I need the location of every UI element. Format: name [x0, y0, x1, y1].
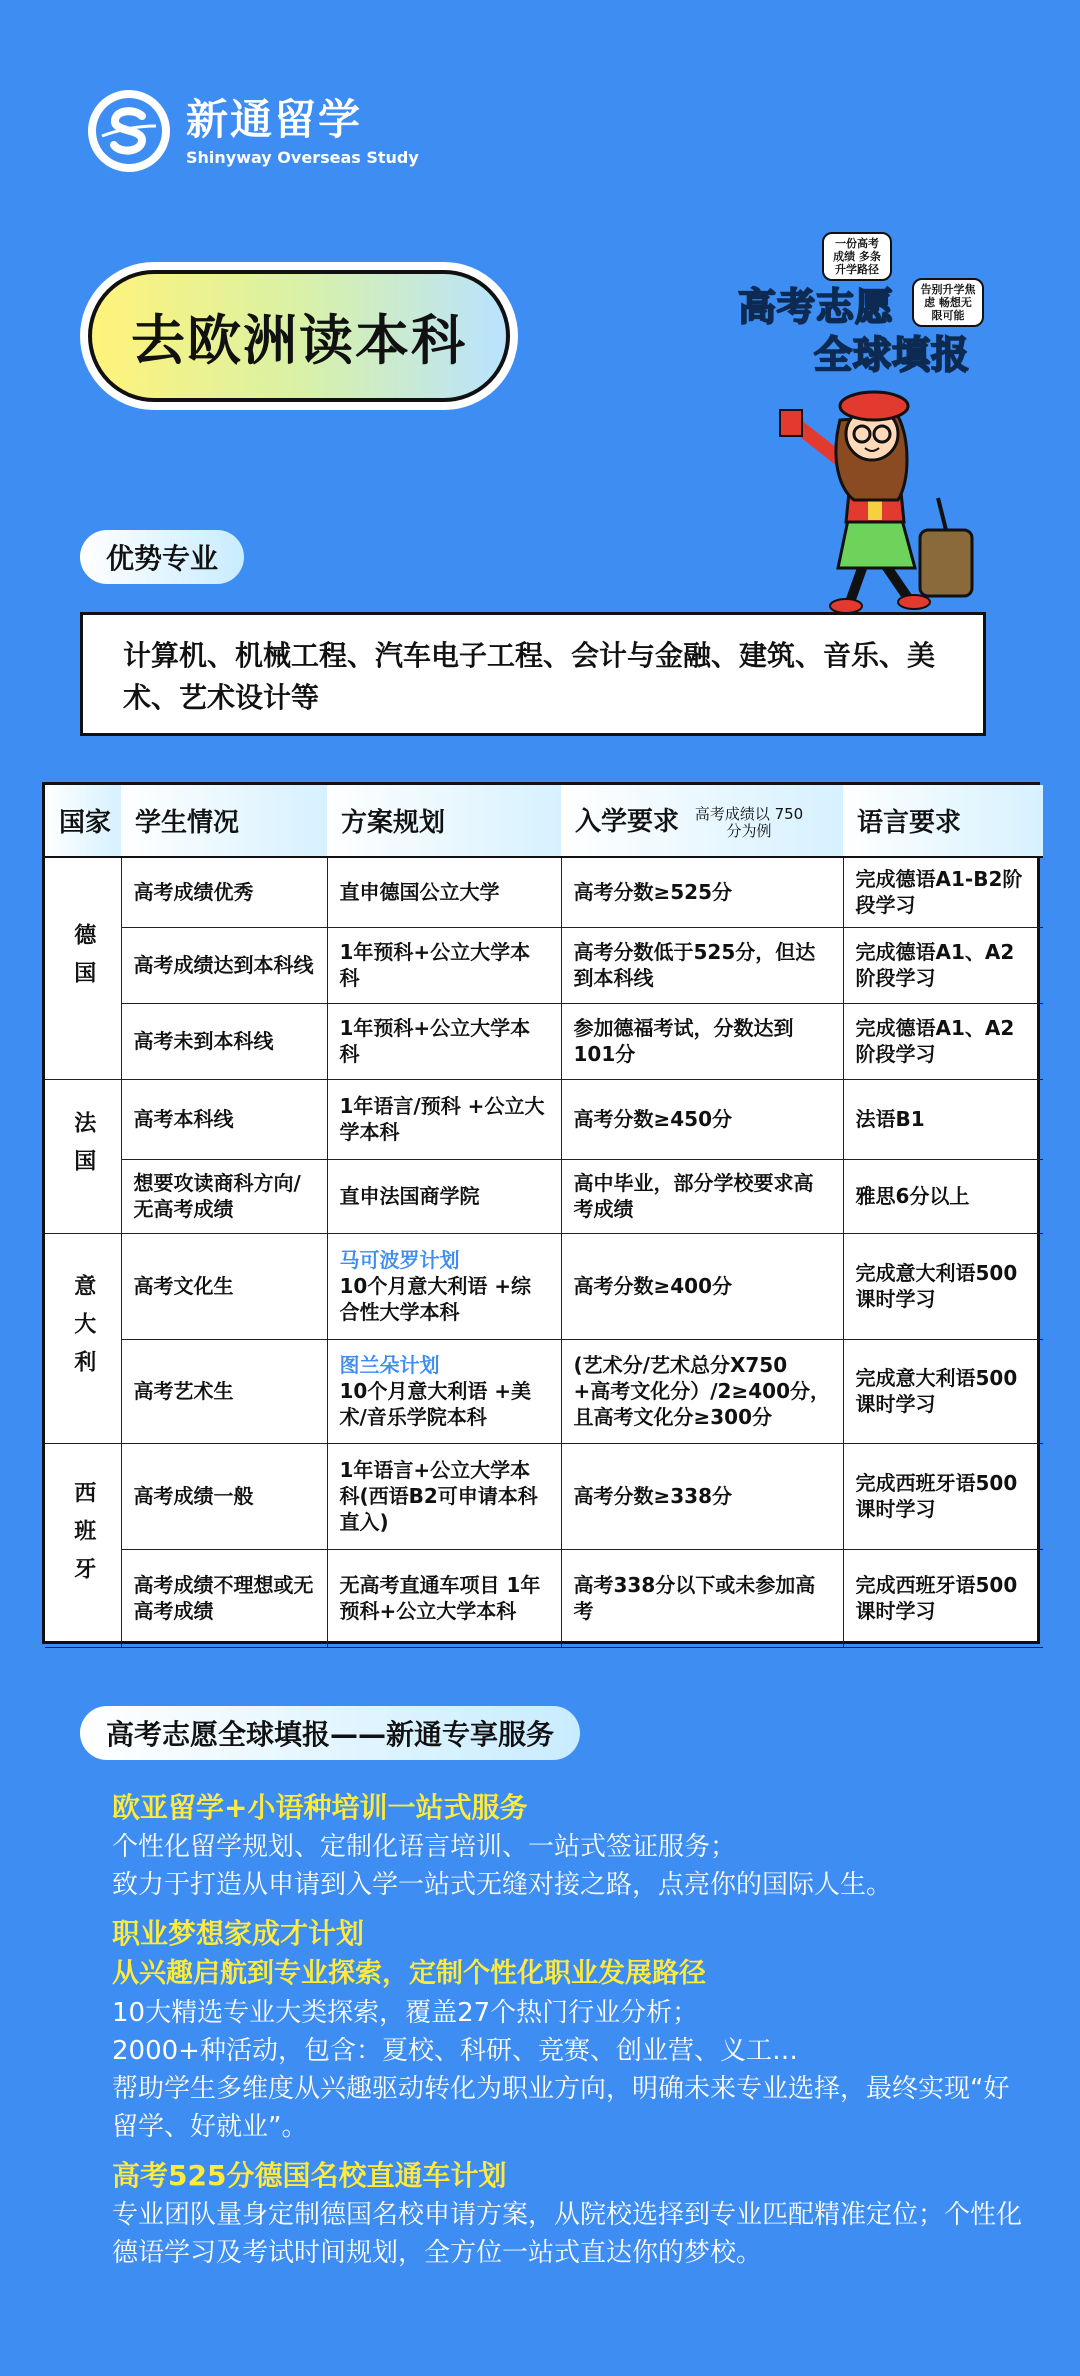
service-1-title: 欧亚留学+小语种培训一站式服务 [112, 1791, 528, 1824]
header-admission-note: 高考成绩以 750分为例 [694, 804, 804, 840]
badge-line1: 高考志愿 [738, 285, 895, 329]
majors-box: 计算机、机械工程、汽车电子工程、会计与金融、建筑、音乐、美术、艺术设计等 [80, 612, 986, 736]
plan-cell: 1年预科+公立大学本科 [327, 1003, 561, 1079]
service-2-text-3: 帮助学生多维度从兴趣驱动转化为职业方向，明确未来专业选择，最终实现“好留学、好就业”。 [112, 2074, 1010, 2142]
service-2-text-2: 2000+种活动，包含：夏校、科研、竞赛、创业营、义工… [112, 2036, 798, 2066]
badge-bubble-a: 一份高考成绩 多条升学路径 [822, 232, 892, 281]
gaokao-badge [730, 232, 990, 377]
header-country: 国家 [45, 785, 121, 857]
plan-cell: 1年预科+公立大学本科 [327, 927, 561, 1003]
plan-cell [327, 1339, 561, 1443]
admission-cell: 参加德福考试，分数达到101分 [561, 1003, 843, 1079]
language-cell: 完成德语A1-B2阶段学习 [843, 857, 1043, 927]
service-3-title: 高考525分德国名校直通车计划 [112, 2159, 507, 2192]
plan-highlight: 图兰朵计划 [339, 1353, 440, 1377]
student-cell: 高考成绩优秀 [121, 857, 327, 927]
admission-cell: 高考分数≥525分 [561, 857, 843, 927]
country-label: 德国 [70, 923, 96, 1000]
plan-cell: 1年语言+公立大学本科(西语B2可申请本科直入) [327, 1443, 561, 1549]
language-cell: 完成西班牙语500课时学习 [843, 1549, 1043, 1647]
service-1-text-2: 致力于打造从申请到入学一站式无缝对接之路，点亮你的国际人生。 [112, 1870, 893, 1900]
admission-cell: (艺术分/艺术总分X750 +高考文化分）/2≥400分，且高考文化分≥300分 [561, 1339, 843, 1443]
country-label: 西班牙 [70, 1481, 96, 1595]
table-row [45, 1003, 1043, 1079]
plan-cell: 1年语言/预科 +公立大学本科 [327, 1079, 561, 1159]
table-row [45, 1079, 1043, 1159]
table-row [45, 1443, 1043, 1549]
advantage-label: 优势专业 [80, 530, 244, 584]
brand-logo [88, 90, 419, 172]
table-row [45, 857, 1043, 927]
header-plan: 方案规划 [327, 785, 561, 857]
page-title: 去欧洲读本科 [88, 270, 510, 402]
service-3-text-1: 专业团队量身定制德国名校申请方案，从院校选择到专业匹配精准定位；个性化德语学习及考试时间规划，全方位一站式直达你的梦校。 [112, 2200, 1023, 2268]
table-row [45, 927, 1043, 1003]
study-plan-table [42, 782, 1040, 1644]
services-section [112, 1788, 1032, 2272]
service-label: 高考志愿全球填报——新通专享服务 [80, 1706, 580, 1760]
student-cell: 高考未到本科线 [121, 1003, 327, 1079]
country-cell [45, 857, 121, 1079]
header-admission [561, 785, 843, 857]
plan-cell: 直申法国商学院 [327, 1159, 561, 1233]
country-cell [45, 1233, 121, 1443]
student-cell: 高考艺术生 [121, 1339, 327, 1443]
student-cell: 高考本科线 [121, 1079, 327, 1159]
brand-name-en: Shinyway Overseas Study [186, 147, 419, 167]
service-2-subtitle: 从兴趣启航到专业探索，定制个性化职业发展路径 [112, 1958, 706, 1989]
country-label: 法国 [70, 1111, 96, 1187]
service-2-title: 职业梦想家成才计划 [112, 1917, 365, 1950]
header-admission-label: 入学要求 [575, 807, 680, 838]
plan-cell: 无高考直通车项目 1年预科+公立大学本科 [327, 1549, 561, 1647]
brand-name-cn: 新通留学 [186, 94, 363, 144]
service-1-text-1: 个性化留学规划、定制化语言培训、一站式签证服务； [112, 1832, 737, 1862]
plan-text: 10个月意大利语 +综合性大学本科 [339, 1274, 532, 1324]
language-cell: 完成德语A1、A2阶段学习 [843, 1003, 1043, 1079]
table-row [45, 1159, 1043, 1233]
plan-cell: 直申德国公立大学 [327, 857, 561, 927]
language-cell: 完成德语A1、A2阶段学习 [843, 927, 1043, 1003]
student-cell: 高考文化生 [121, 1233, 327, 1339]
header-language: 语言要求 [843, 785, 1043, 857]
badge-line2: 全球填报 [814, 333, 971, 377]
shinyway-s-logo-icon [88, 90, 170, 172]
service-2-text-1: 10大精选专业大类探索，覆盖27个热门行业分析； [112, 1998, 699, 2028]
language-cell: 雅思6分以上 [843, 1159, 1043, 1233]
language-cell: 完成意大利语500课时学习 [843, 1233, 1043, 1339]
admission-cell: 高考分数低于525分，但达到本科线 [561, 927, 843, 1003]
badge-bubble-b: 告别升学焦虑 畅想无限可能 [912, 278, 984, 327]
plan-cell [327, 1233, 561, 1339]
admission-cell: 高考分数≥338分 [561, 1443, 843, 1549]
admission-cell: 高中毕业，部分学校要求高考成绩 [561, 1159, 843, 1233]
student-cell: 高考成绩不理想或无高考成绩 [121, 1549, 327, 1647]
language-cell: 法语B1 [843, 1079, 1043, 1159]
admission-cell: 高考分数≥450分 [561, 1079, 843, 1159]
header-student: 学生情况 [121, 785, 327, 857]
admission-cell: 高考338分以下或未参加高考 [561, 1549, 843, 1647]
student-illustration [770, 380, 1000, 620]
student-cell: 高考成绩一般 [121, 1443, 327, 1549]
plan-text: 10个月意大利语 +美术/音乐学院本科 [339, 1379, 532, 1429]
student-cell: 想要攻读商科方向/无高考成绩 [121, 1159, 327, 1233]
plan-highlight: 马可波罗计划 [339, 1248, 460, 1272]
table-row [45, 1549, 1043, 1647]
language-cell: 完成西班牙语500课时学习 [843, 1443, 1043, 1549]
country-cell [45, 1079, 121, 1233]
admission-cell: 高考分数≥400分 [561, 1233, 843, 1339]
language-cell: 完成意大利语500课时学习 [843, 1339, 1043, 1443]
table-row [45, 1233, 1043, 1339]
page-title-pill [80, 262, 518, 410]
country-cell [45, 1443, 121, 1647]
student-cell: 高考成绩达到本科线 [121, 927, 327, 1003]
table-row [45, 1339, 1043, 1443]
table-header-row [45, 785, 1043, 857]
country-label: 意大利 [70, 1274, 96, 1388]
